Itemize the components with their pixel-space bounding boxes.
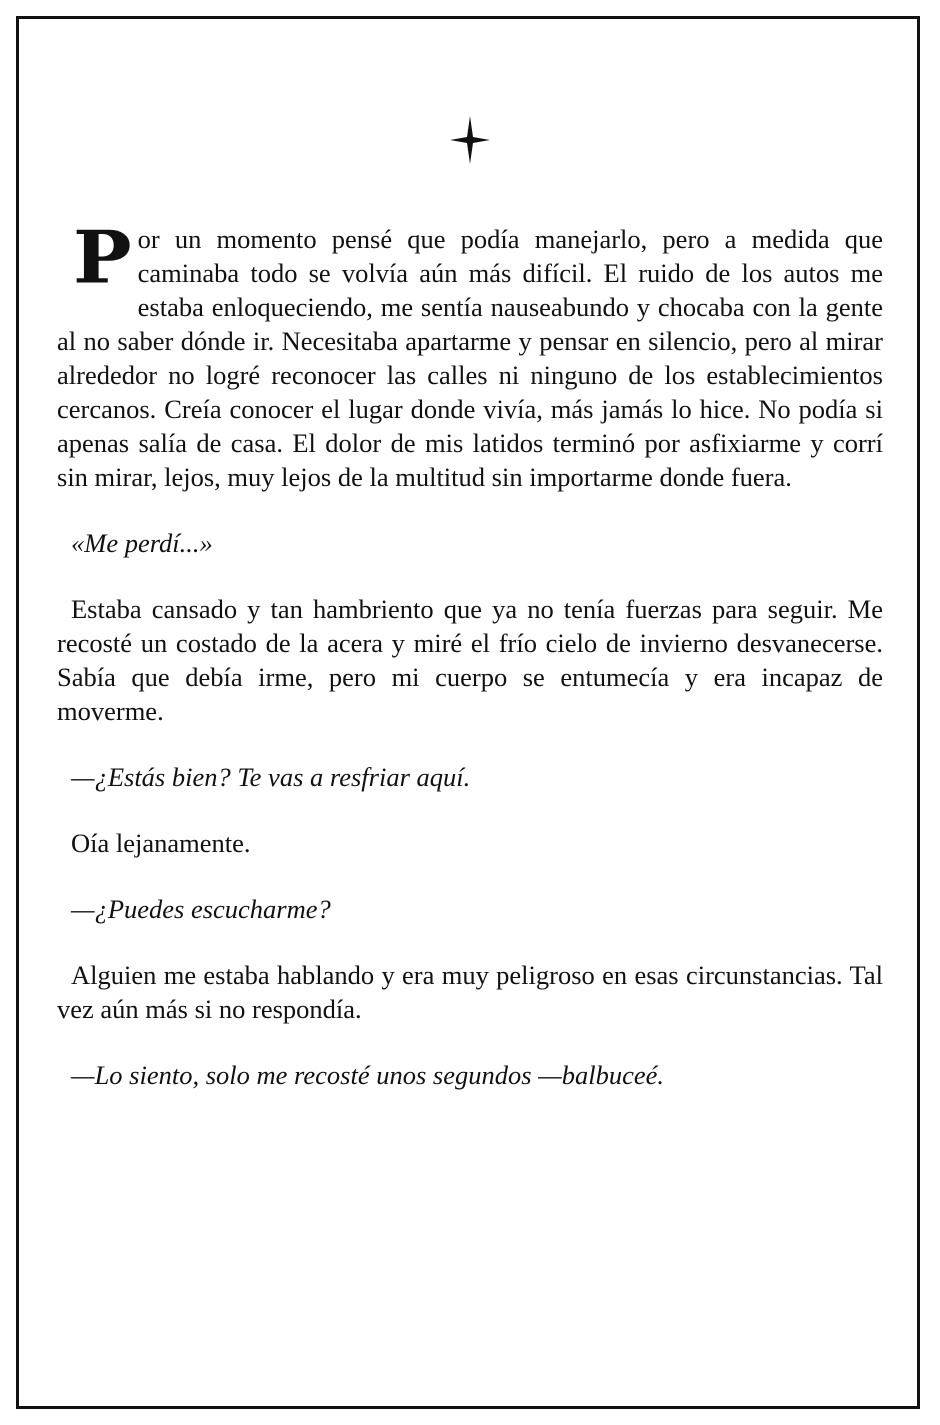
- paragraph-tired: Estaba cansado y tan hambriento que ya no tenía fuerzas para seguir. Me recosté un costado de la acera y miré el frío cielo de invierno desvanecerse. Sabía que debía irme, pero mi cuerpo se entumecía y era incapaz de moverme.: [57, 594, 883, 726]
- dialogue-line-2: —¿Puedes escucharme?: [71, 894, 331, 924]
- thought-line: «Me perdí...»: [71, 528, 213, 558]
- dialogue-line-1: —¿Estás bien? Te vas a resfriar aquí.: [71, 762, 471, 792]
- paragraph-opening: [57, 216, 883, 494]
- paragraph-opening-text: or un momento pensé que podía manejarlo, pero a medida que caminaba todo se volvía aún más difícil. El ruido de los autos me estaba enloqueciendo, me sentía nauseabundo y chocaba con la gente al no saber dónde ir. Necesitaba apartarme y pensar en silencio, pero al mirar alrededor no logré reconocer las calles ni ninguno de los establecimientos cercanos. Creía conocer el lugar donde vivía, más jamás lo hice. No podía si apenas salía de casa. El dolor de mis latidos terminó por asfixiarme y corrí sin mirar, lejos, muy lejos de la multitud sin importarme donde fuera.: [57, 224, 883, 492]
- four-point-star-icon: [450, 116, 490, 164]
- paragraph-someone: Alguien me estaba hablando y era muy peligroso en esas circunstancias. Tal vez aún más si no respondía.: [57, 960, 883, 1024]
- chapter-text: [57, 216, 883, 1124]
- narration-line: Oía lejanamente.: [71, 828, 251, 858]
- dialogue-line-3: —Lo siento, solo me recosté unos segundos —balbuceé.: [71, 1060, 665, 1090]
- drop-cap: P: [73, 216, 132, 300]
